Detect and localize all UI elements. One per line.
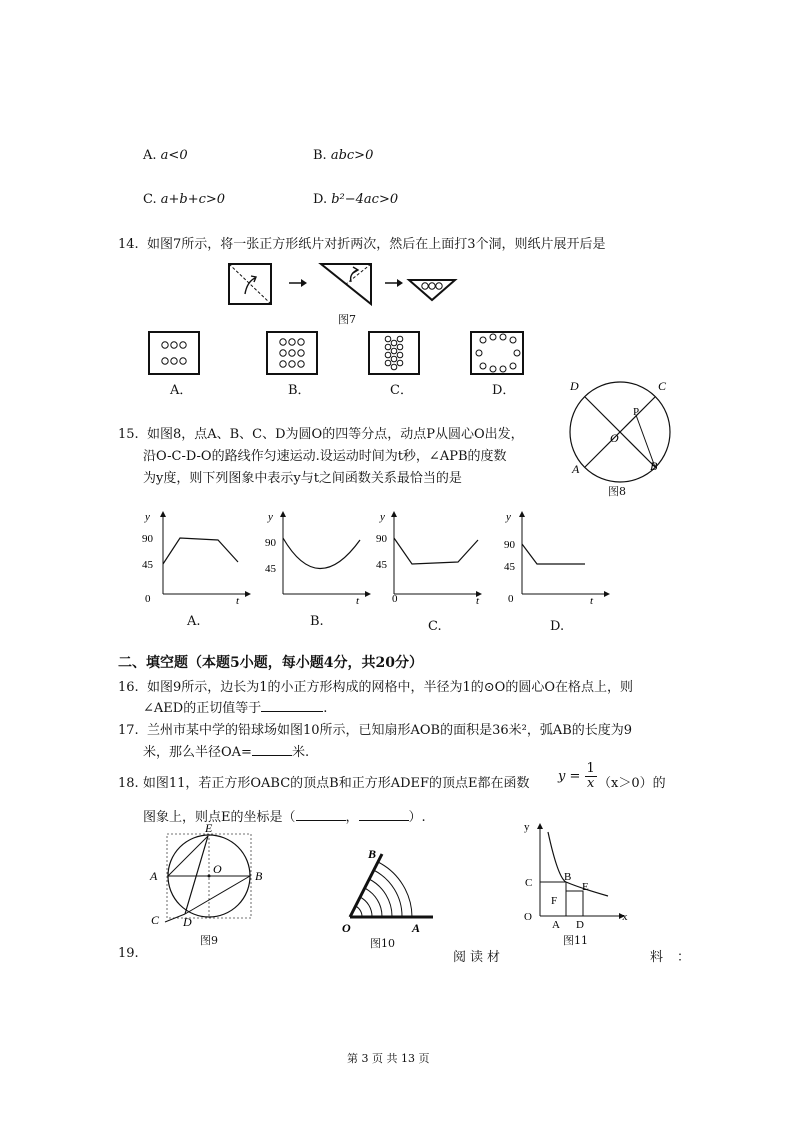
fig8-label-c: C (658, 379, 667, 393)
svg-text:y: y (145, 511, 150, 523)
q15-graph-b (265, 511, 368, 607)
svg-text:t: t (476, 595, 480, 607)
q17-text-line2: 米，那么半径OA= 米. (143, 745, 310, 760)
svg-text:t: t (236, 595, 240, 607)
q15-graph-a (142, 511, 248, 607)
q15-graph-d (504, 511, 607, 607)
fig7-caption: 图7 (338, 313, 356, 326)
svg-text:t: t (590, 595, 594, 607)
q13-option-b: B. abc>0 (313, 148, 374, 163)
q19-text-b: 料： (650, 950, 705, 965)
svg-text:x: x (622, 911, 628, 923)
q15-graph-b-label: B. (310, 614, 324, 629)
fig8-label-o: O (610, 431, 619, 445)
svg-text:A: A (412, 921, 421, 935)
svg-text:D: D (183, 915, 192, 929)
q14-option-c-label: C． (390, 383, 413, 398)
svg-text:y: y (506, 511, 511, 523)
q18-answer-blank-y (359, 808, 409, 821)
q13-option-b-expr: abc>0 (330, 148, 374, 163)
fig9-caption: 图9 (200, 934, 218, 947)
fig8-circle-diagram (560, 372, 680, 500)
fig11-caption: 图11 (563, 934, 588, 947)
q15-graph-c (376, 511, 480, 607)
svg-text:45: 45 (504, 561, 515, 573)
svg-text:B: B (255, 869, 263, 883)
svg-text:C: C (525, 877, 533, 889)
q15-graph-options (140, 508, 610, 608)
fig10-sector-diagram (340, 842, 440, 937)
svg-text:C: C (151, 913, 160, 927)
q19-number: 19. (118, 946, 139, 961)
svg-text:90: 90 (142, 533, 153, 545)
svg-text:A: A (150, 869, 158, 883)
svg-text:A: A (552, 919, 560, 931)
q15-text-line2: 沿O-C-D-O的路线作匀速运动.设运动时间为t秒，∠APB的度数 (143, 449, 507, 464)
svg-text:90: 90 (504, 539, 515, 551)
q15-text-line1: 15. 如图8，点A、B、C、D为圆O的四等分点，动点P从圆心O出发， (118, 427, 524, 442)
svg-text:45: 45 (142, 559, 153, 571)
q18-condition: （x＞0）的 (598, 776, 666, 791)
q14-option-d-figure (471, 332, 523, 374)
q18-formula: y = $\frac{1}{x}$ (558, 761, 595, 791)
q18-answer-blank-x (296, 808, 346, 821)
q14-option-a-figure (149, 332, 199, 374)
svg-text:45: 45 (376, 559, 387, 571)
svg-text:y: y (380, 511, 385, 523)
svg-text:O: O (524, 911, 532, 923)
q14-option-a-label: A． (170, 383, 193, 398)
svg-text:B: B (368, 847, 377, 861)
q13-option-c-expr: a+b+c>0 (160, 192, 226, 207)
q17-answer-blank (252, 743, 292, 756)
svg-text:y: y (524, 821, 530, 833)
svg-text:90: 90 (265, 537, 276, 549)
q13-option-a-expr: a<0 (160, 148, 188, 163)
q19-text-a: 阅读材 (453, 950, 505, 965)
svg-text:90: 90 (376, 533, 387, 545)
q17-text-line1: 17. 兰州市某中学的铅球场如图10所示，已知扇形AOB的面积是36米²，弧AB的长度为9 (118, 723, 633, 738)
svg-text:E: E (205, 821, 213, 835)
svg-text:0: 0 (392, 593, 398, 605)
q14-text: 14. 如图7所示，将一张正方形纸片对折两次，然后在上面打3个洞，则纸片展开后是 (118, 237, 606, 252)
q16-text-line2: ∠AED的正切值等于 . (143, 701, 328, 716)
fig8-label-d: D (570, 379, 579, 393)
q16-answer-blank (261, 699, 323, 712)
svg-text:O: O (213, 862, 222, 876)
q14-option-figures (145, 328, 525, 380)
q18-text-line1: 18. 如图11，若正方形OABC的顶点B和正方形ADEF的顶点E都在函数 (118, 776, 530, 791)
fig9-grid-circle-diagram (145, 820, 270, 930)
fig11-hyperbola-diagram (518, 820, 633, 932)
fig7-folding-diagram (225, 258, 465, 318)
svg-text:0: 0 (145, 593, 151, 605)
q13-option-c: C. a+b+c>0 (143, 192, 226, 207)
section2-heading: 二、填空题（本题5小题，每小题4分，共20分） (118, 655, 423, 671)
fig8-label-p: P (633, 406, 640, 418)
q15-text-line3: 为y度，则下列图象中表示y与t之间函数关系最恰当的是 (143, 471, 462, 486)
q13-option-d: D. b²−4ac>0 (313, 192, 399, 207)
q13-option-a: A. a<0 (143, 148, 188, 163)
q14-option-d-label: D． (492, 383, 516, 398)
q18-text-line2: 图象上，则点E的坐标是（ ， ）. (143, 810, 426, 825)
fig8-label-a: A (572, 462, 580, 476)
q14-option-b-label: B． (288, 383, 311, 398)
svg-text:t: t (356, 595, 360, 607)
q14-option-b-figure (267, 332, 317, 374)
q15-graph-d-label: D. (550, 619, 565, 634)
svg-text:0: 0 (508, 593, 514, 605)
svg-text:F: F (551, 895, 558, 907)
fig8-label-b: B (650, 459, 658, 473)
q14-option-c-figure (369, 332, 419, 374)
svg-text:B: B (564, 871, 572, 883)
svg-text:45: 45 (265, 563, 276, 575)
svg-text:O: O (342, 921, 351, 935)
svg-text:D: D (576, 919, 584, 931)
svg-text:E: E (582, 881, 589, 893)
q13-option-d-expr: b²−4ac>0 (331, 192, 399, 207)
fig10-caption: 图10 (370, 937, 395, 950)
q16-text-line1: 16. 如图9所示，边长为1的小正方形构成的网格中，半径为1的⊙O的圆心O在格点上，则 (118, 680, 633, 695)
svg-text:y: y (268, 511, 273, 523)
q15-graph-a-label: A. (187, 614, 201, 629)
q15-graph-c-label: C. (428, 619, 442, 634)
fig8-caption: 图8 (608, 485, 626, 498)
page-footer: 第 3 页 共 13 页 (347, 1052, 430, 1065)
